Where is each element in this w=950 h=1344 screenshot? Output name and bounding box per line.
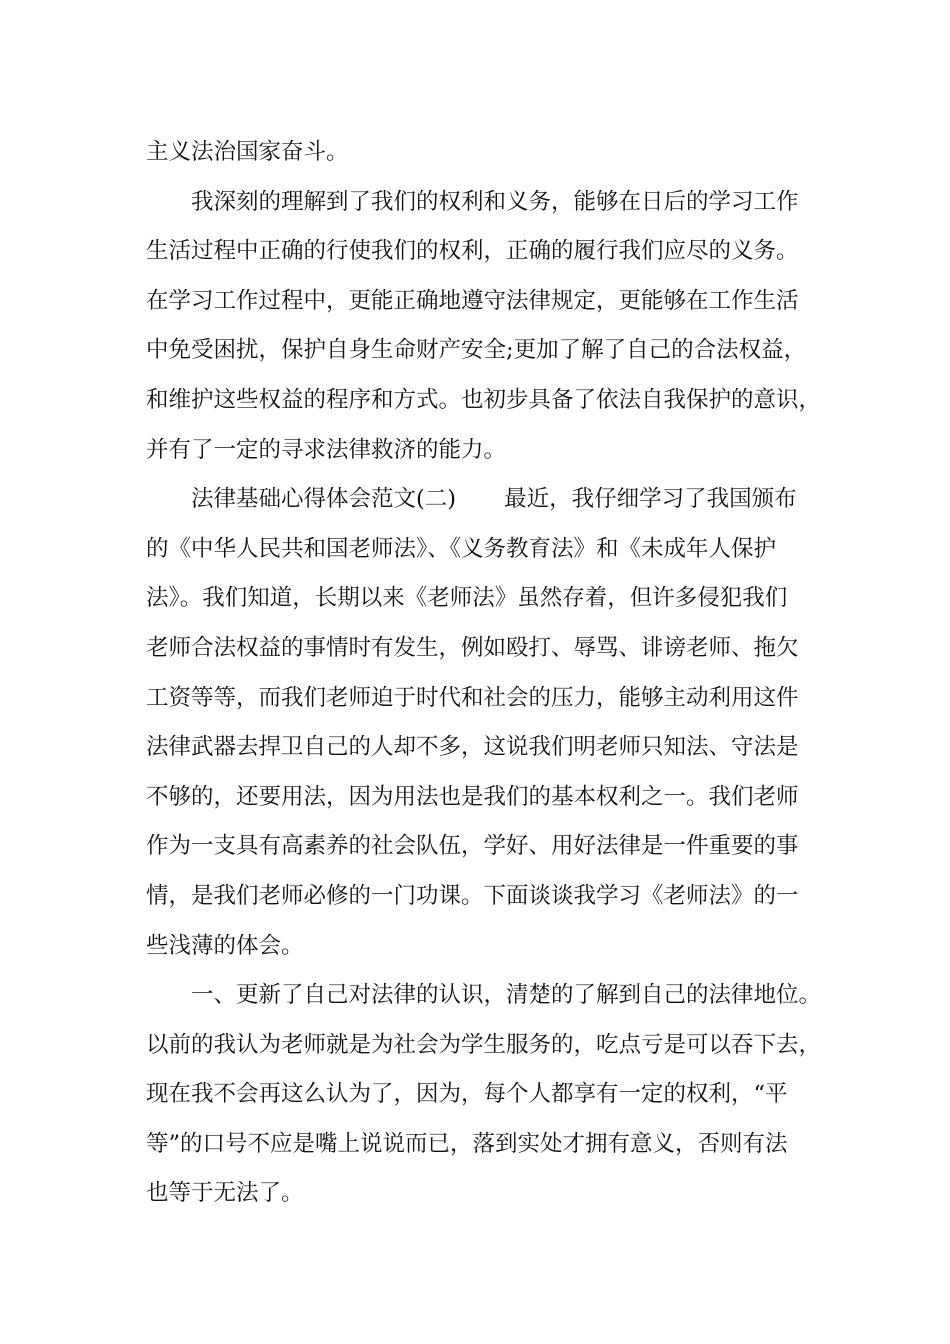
text-line: 老师合法权益的事情时有发生，例如殴打、辱骂、诽谤老师、拖欠 [146,634,799,661]
text-line: 一、更新了自己对法律的认识，清楚的了解到自己的法律地位。 [191,982,822,1009]
text-line: 和维护这些权益的程序和方式。也初步具备了依法自我保护的意识， [146,386,822,413]
text-line: 生活过程中正确的行使我们的权利，正确的履行我们应尽的义务。 [146,238,799,265]
text-line: 我深刻的理解到了我们的权利和义务，能够在日后的学习工作 [191,188,799,215]
text-line: 不够的，还要用法，因为用法也是我们的基本权利之一。我们老师 [146,783,799,810]
section-title: 法律基础心得体会范文(二) [191,486,457,513]
text-line: 等”的口号不应是嘴上说说而已，落到实处才拥有意义，否则有法 [146,1130,788,1157]
text-line: 中免受困扰，保护自身生命财产安全;更加了解了自己的合法权益， [146,337,807,364]
text-line: 法》。我们知道，长期以来《老师法》虽然存着，但许多侵犯我们 [146,585,788,612]
section-title-line [146,475,836,525]
text-line: 工资等等，而我们老师迫于时代和社会的压力，能够主动利用这件 [146,684,799,711]
text-line: 现在我不会再这么认为了，因为，每个人都享有一定的权利，“平 [146,1081,788,1108]
text-line: 情，是我们老师必修的一门功课。下面谈谈我学习《老师法》的一 [146,882,799,909]
text-line: 作为一支具有高素养的社会队伍，学好、用好法律是一件重要的事 [146,833,799,860]
text-line: 的《中华人民共和国老师法》、《义务教育法》和《未成年人保护 [146,535,777,562]
body-text [146,128,836,1219]
text-line: 法律武器去捍卫自己的人却不多，这说我们明老师只知法、守法是 [146,734,799,761]
text-line: 以前的我认为老师就是为社会为学生服务的，吃点亏是可以吞下去， [146,1031,822,1058]
text-line: 也等于无法了。 [146,1180,304,1207]
text-line: 并有了一定的寻求法律救济的能力。 [146,436,507,463]
text-line-body: 最近，我仔细学习了我国颁布 [504,486,797,513]
text-line: 在学习工作过程中，更能正确地遵守法律规定，更能够在工作生活 [146,287,799,314]
text-line: 主义法治国家奋斗。 [146,139,349,165]
text-line: 些浅薄的体会。 [146,932,304,959]
